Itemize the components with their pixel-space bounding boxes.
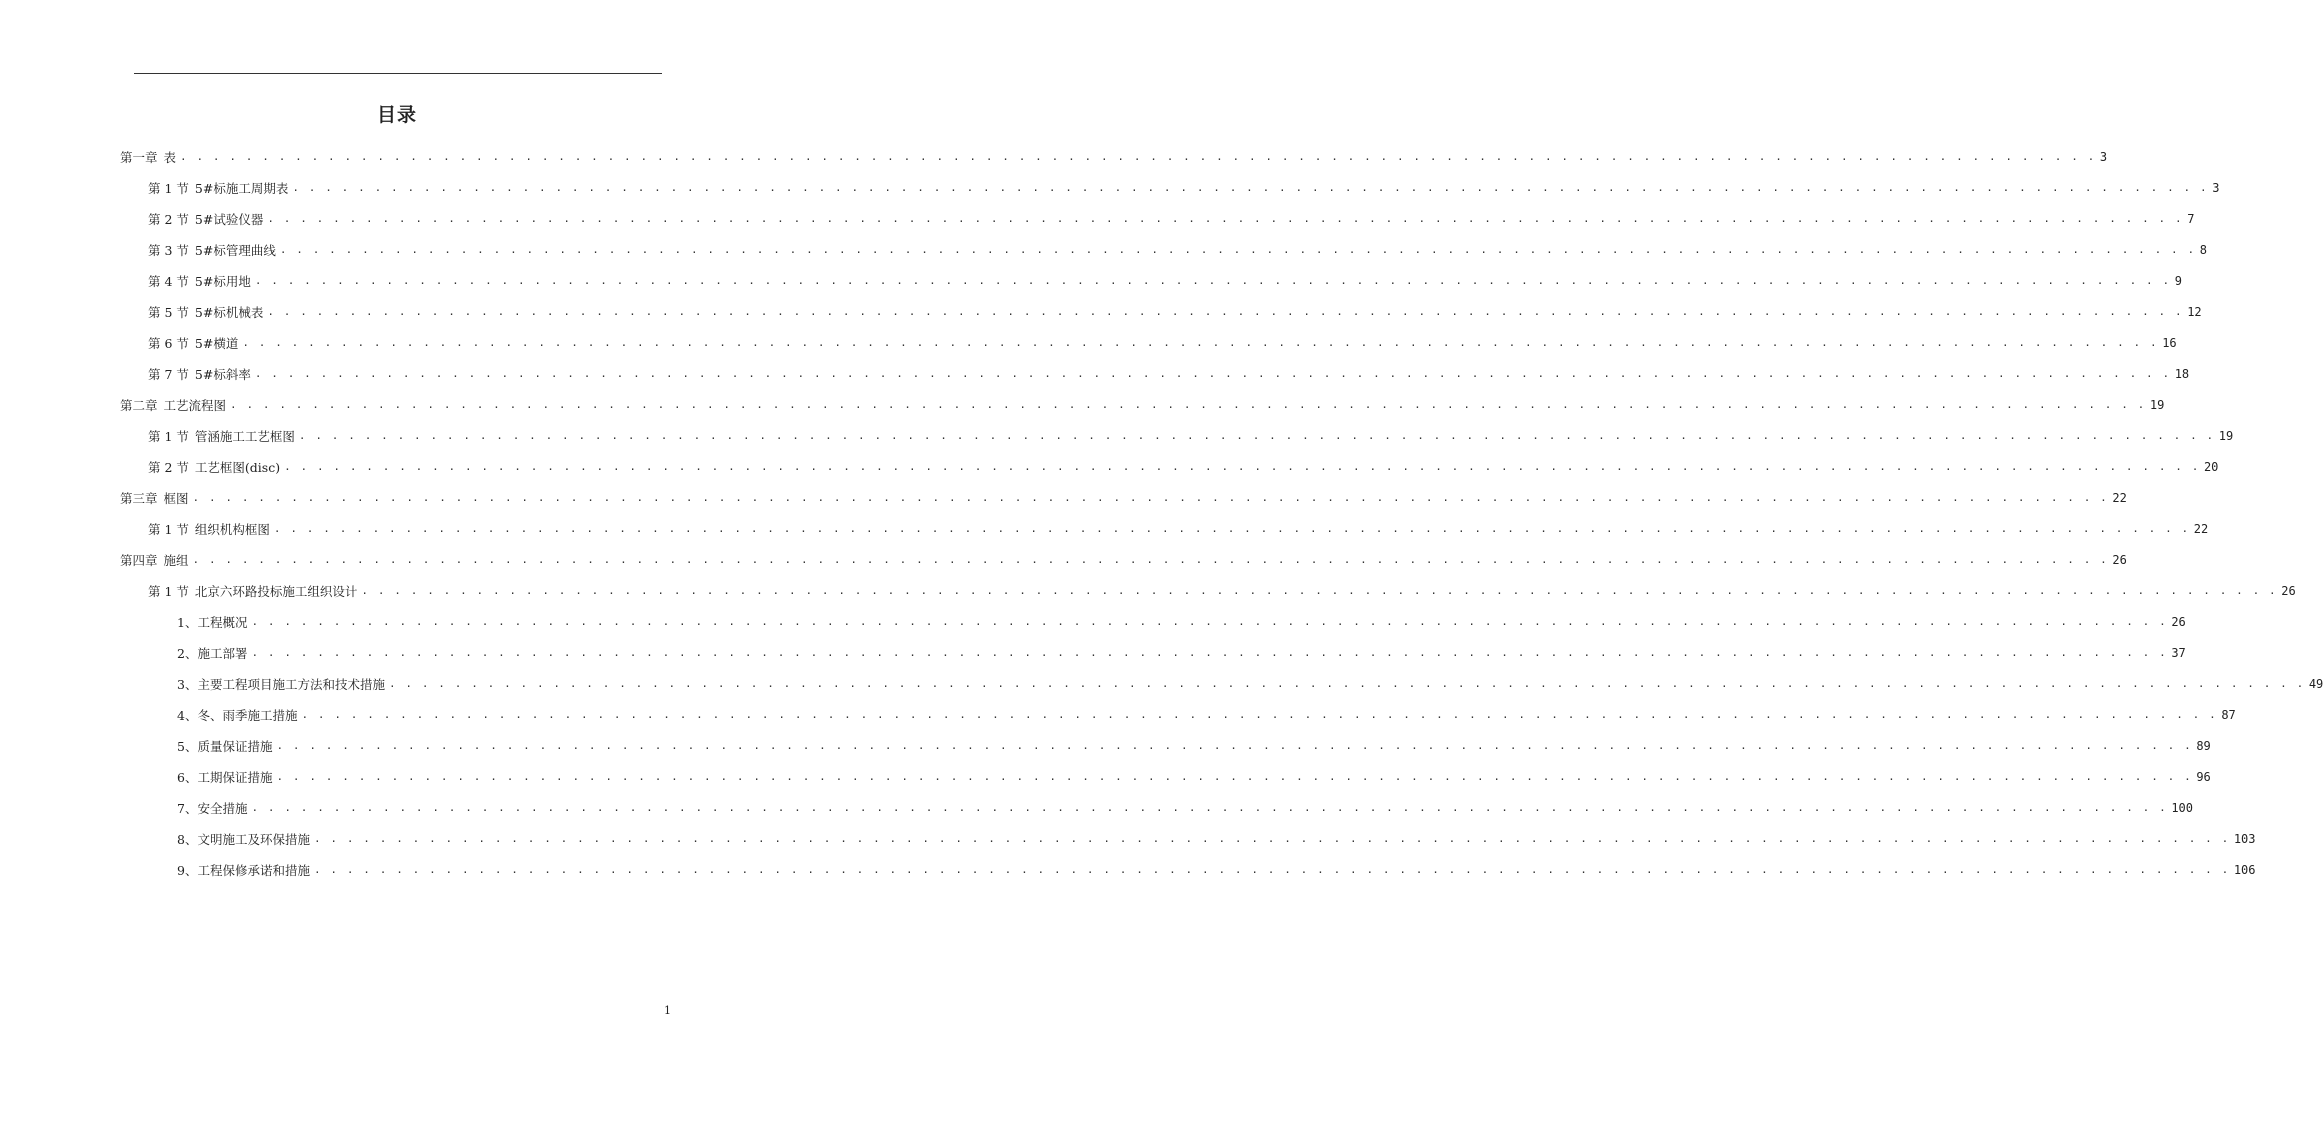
toc-entry-number: 第 1 节 — [148, 428, 189, 444]
toc-entry-number: 1、 — [177, 614, 198, 630]
toc-entry-title: 文明施工及环保措施 — [197, 831, 310, 847]
toc-entry-page: 87 — [2221, 707, 2236, 722]
toc-dot-leader: . . . . . . . . . . . . . . . . . . . . . . . . . . . . . . . . . . . . . . . . . . . . . . . . . . . . . . . . . . . . . . . . . . . . . . . . . . . . . . . . . . . . . . . . . . . . . . . . . . . . . . . . . . . . . . . . . . . . . — [192, 491, 2109, 504]
toc-entry[interactable] — [0, 792, 2194, 823]
toc-entry[interactable] — [0, 575, 2296, 606]
toc-entry-title: 5#标机械表 — [194, 304, 264, 320]
toc-entry[interactable] — [0, 358, 2190, 389]
toc-entry[interactable] — [0, 544, 2127, 575]
toc-entry-number: 第 3 节 — [148, 242, 189, 258]
toc-entry-page: 106 — [2233, 862, 2256, 877]
toc-entry-title: 主要工程项目施工方法和技术措施 — [197, 676, 385, 692]
toc-entry-number: 第四章 — [120, 552, 158, 568]
toc-entry-number: 6、 — [177, 769, 198, 785]
toc-entry[interactable] — [0, 513, 2209, 544]
toc-dot-leader: . . . . . . . . . . . . . . . . . . . . . . . . . . . . . . . . . . . . . . . . . . . . . . . . . . . . . . . . . . . . . . . . . . . . . . . . . . . . . . . . . . . . . . . . . . . . . . . . . . . . . . . . . . . . . . . . . . . . . — [242, 336, 2159, 349]
toc-entry-title: 5#标斜率 — [194, 366, 251, 382]
toc-entry-number: 第二章 — [120, 397, 158, 413]
toc-entry-title: 工程概况 — [197, 614, 248, 630]
toc-entry-page: 20 — [2203, 459, 2219, 474]
toc-entry-title: 5#横道 — [194, 335, 239, 351]
toc-dot-leader: . . . . . . . . . . . . . . . . . . . . . . . . . . . . . . . . . . . . . . . . . . . . . . . . . . . . . . . . . . . . . . . . . . . . . . . . . . . . . . . . . . . . . . . . . . . . . . . . . . . . . . . . . . . . . . . . . . . . . — [276, 770, 2193, 783]
toc-entry[interactable] — [0, 203, 2195, 234]
toc-entry-number: 9、 — [177, 862, 198, 878]
toc-entry[interactable] — [0, 296, 2202, 327]
toc-entry-title: 5#标用地 — [194, 273, 251, 289]
toc-dot-leader: . . . . . . . . . . . . . . . . . . . . . . . . . . . . . . . . . . . . . . . . . . . . . . . . . . . . . . . . . . . . . . . . . . . . . . . . . . . . . . . . . . . . . . . . . . . . . . . . . . . . . . . . . . . . . . . . . . . . . — [254, 274, 2171, 287]
toc-entry[interactable] — [0, 389, 2165, 420]
toc-entry-number: 第 6 节 — [148, 335, 189, 351]
toc-entry-number: 4、 — [177, 707, 198, 723]
toc-entry-title: 工艺框图(disc) — [194, 459, 281, 475]
toc-entry-number: 第 5 节 — [148, 304, 189, 320]
toc-entry-page: 100 — [2171, 800, 2194, 815]
toc-entry[interactable] — [0, 854, 2256, 885]
toc-dot-leader: . . . . . . . . . . . . . . . . . . . . . . . . . . . . . . . . . . . . . . . . . . . . . . . . . . . . . . . . . . . . . . . . . . . . . . . . . . . . . . . . . . . . . . . . . . . . . . . . . . . . . . . . . . . . . . . . . . . . . — [251, 646, 2168, 659]
toc-dot-leader: . . . . . . . . . . . . . . . . . . . . . . . . . . . . . . . . . . . . . . . . . . . . . . . . . . . . . . . . . . . . . . . . . . . . . . . . . . . . . . . . . . . . . . . . . . . . . . . . . . . . . . . . . . . . . . . . . . . . . — [254, 367, 2171, 380]
toc-entry[interactable] — [0, 482, 2127, 513]
toc-entry-page: 9 — [2174, 273, 2182, 288]
toc-entry-page: 26 — [2171, 614, 2186, 629]
toc-entry-number: 8、 — [177, 831, 198, 847]
table-of-contents — [0, 141, 2323, 885]
toc-entry-number: 第 1 节 — [148, 521, 189, 537]
toc-entry[interactable] — [0, 823, 2256, 854]
toc-entry-page: 89 — [2196, 738, 2211, 753]
toc-entry-number: 第一章 — [120, 149, 158, 165]
toc-entry-title: 5#试验仪器 — [194, 211, 264, 227]
toc-dot-leader: . . . . . . . . . . . . . . . . . . . . . . . . . . . . . . . . . . . . . . . . . . . . . . . . . . . . . . . . . . . . . . . . . . . . . . . . . . . . . . . . . . . . . . . . . . . . . . . . . . . . . . . . . . . . . . . . . . . . . — [267, 212, 2184, 225]
toc-dot-leader: . . . . . . . . . . . . . . . . . . . . . . . . . . . . . . . . . . . . . . . . . . . . . . . . . . . . . . . . . . . . . . . . . . . . . . . . . . . . . . . . . . . . . . . . . . . . . . . . . . . . . . . . . . . . . . . . . . . . . — [361, 584, 2278, 597]
toc-entry[interactable] — [0, 172, 2220, 203]
toc-dot-leader: . . . . . . . . . . . . . . . . . . . . . . . . . . . . . . . . . . . . . . . . . . . . . . . . . . . . . . . . . . . . . . . . . . . . . . . . . . . . . . . . . . . . . . . . . . . . . . . . . . . . . . . . . . . . . . . . . . . . . — [284, 460, 2200, 473]
toc-entry-page: 49 — [2308, 676, 2323, 691]
toc-entry-title: 北京六环路投标施工组织设计 — [194, 583, 358, 599]
toc-entry[interactable] — [0, 637, 2186, 668]
toc-entry-page: 16 — [2162, 335, 2177, 350]
toc-entry-title: 冬、雨季施工措施 — [197, 707, 298, 723]
toc-entry-number: 7、 — [177, 800, 198, 816]
toc-entry[interactable] — [0, 730, 2211, 761]
toc-dot-leader: . . . . . . . . . . . . . . . . . . . . . . . . . . . . . . . . . . . . . . . . . . . . . . . . . . . . . . . . . . . . . . . . . . . . . . . . . . . . . . . . . . . . . . . . . . . . . . . . . . . . . . . . . . . . . . . . . . . . . — [267, 305, 2184, 318]
toc-entry-title: 框图 — [163, 490, 189, 506]
toc-entry[interactable] — [0, 668, 2323, 699]
toc-entry-number: 第 2 节 — [148, 459, 189, 475]
toc-entry-title: 5#标管理曲线 — [194, 242, 276, 258]
toc-dot-leader: . . . . . . . . . . . . . . . . . . . . . . . . . . . . . . . . . . . . . . . . . . . . . . . . . . . . . . . . . . . . . . . . . . . . . . . . . . . . . . . . . . . . . . . . . . . . . . . . . . . . . . . . . . . . . . . . . . . . . — [230, 398, 2146, 411]
toc-entry-title: 管涵施工工艺框图 — [194, 428, 295, 444]
toc-entry-number: 5、 — [177, 738, 198, 754]
toc-entry-page: 3 — [2099, 149, 2108, 164]
toc-entry-number: 第 1 节 — [148, 583, 189, 599]
toc-entry[interactable] — [0, 420, 2234, 451]
toc-entry-page: 22 — [2112, 490, 2127, 505]
toc-dot-leader: . . . . . . . . . . . . . . . . . . . . . . . . . . . . . . . . . . . . . . . . . . . . . . . . . . . . . . . . . . . . . . . . . . . . . . . . . . . . . . . . . . . . . . . . . . . . . . . . . . . . . . . . . . . . . . . . . . . . . — [276, 739, 2193, 752]
toc-entry-number: 2、 — [177, 645, 198, 661]
toc-entry[interactable] — [0, 699, 2236, 730]
toc-entry-title: 工期保证措施 — [197, 769, 273, 785]
toc-entry-number: 第 2 节 — [148, 211, 189, 227]
toc-entry[interactable] — [0, 234, 2207, 265]
toc-entry-page: 8 — [2199, 242, 2207, 257]
toc-entry[interactable] — [0, 141, 2108, 172]
toc-entry[interactable] — [0, 327, 2177, 358]
toc-entry[interactable] — [0, 265, 2182, 296]
toc-entry-title: 施工部署 — [197, 645, 248, 661]
toc-entry-page: 37 — [2171, 645, 2186, 660]
toc-entry-number: 3、 — [177, 676, 198, 692]
toc-dot-leader: . . . . . . . . . . . . . . . . . . . . . . . . . . . . . . . . . . . . . . . . . . . . . . . . . . . . . . . . . . . . . . . . . . . . . . . . . . . . . . . . . . . . . . . . . . . . . . . . . . . . . . . . . . . . . . . . . . . . . — [313, 832, 2230, 845]
toc-entry-page: 7 — [2187, 211, 2195, 226]
toc-entry-title: 施组 — [163, 552, 189, 568]
page-title: 目录 — [376, 104, 417, 126]
toc-dot-leader: . . . . . . . . . . . . . . . . . . . . . . . . . . . . . . . . . . . . . . . . . . . . . . . . . . . . . . . . . . . . . . . . . . . . . . . . . . . . . . . . . . . . . . . . . . . . . . . . . . . . . . . . . . . . . . . . . . . . . — [298, 429, 2215, 442]
toc-entry-page: 12 — [2187, 304, 2202, 319]
toc-dot-leader: . . . . . . . . . . . . . . . . . . . . . . . . . . . . . . . . . . . . . . . . . . . . . . . . . . . . . . . . . . . . . . . . . . . . . . . . . . . . . . . . . . . . . . . . . . . . . . . . . . . . . . . . . . . . . . . . . . . . . — [273, 522, 2190, 535]
toc-dot-leader: . . . . . . . . . . . . . . . . . . . . . . . . . . . . . . . . . . . . . . . . . . . . . . . . . . . . . . . . . . . . . . . . . . . . . . . . . . . . . . . . . . . . . . . . . . . . . . . . . . . . . . . . . . . . . . . . . . . . . — [313, 863, 2230, 876]
toc-entry[interactable] — [0, 606, 2186, 637]
toc-dot-leader: . . . . . . . . . . . . . . . . . . . . . . . . . . . . . . . . . . . . . . . . . . . . . . . . . . . . . . . . . . . . . . . . . . . . . . . . . . . . . . . . . . . . . . . . . . . . . . . . . . . . . . . . . . . . . . . . . . . . . — [180, 150, 2096, 163]
toc-entry-page: 3 — [2212, 180, 2220, 195]
toc-entry-title: 5#标施工周期表 — [194, 180, 289, 196]
toc-entry-title: 安全措施 — [197, 800, 248, 816]
toc-dot-leader: . . . . . . . . . . . . . . . . . . . . . . . . . . . . . . . . . . . . . . . . . . . . . . . . . . . . . . . . . . . . . . . . . . . . . . . . . . . . . . . . . . . . . . . . . . . . . . . . . . . . . . . . . . . . . . . . . . . . . — [251, 615, 2168, 628]
toc-entry-title: 工程保修承诺和措施 — [197, 862, 310, 878]
toc-entry[interactable] — [0, 761, 2211, 792]
toc-entry-page: 19 — [2149, 397, 2165, 412]
toc-entry-title: 工艺流程图 — [163, 397, 227, 413]
toc-entry-page: 103 — [2233, 831, 2256, 846]
toc-dot-leader: . . . . . . . . . . . . . . . . . . . . . . . . . . . . . . . . . . . . . . . . . . . . . . . . . . . . . . . . . . . . . . . . . . . . . . . . . . . . . . . . . . . . . . . . . . . . . . . . . . . . . . . . . . . . . . . . . . . . . — [388, 677, 2305, 690]
toc-entry-page: 19 — [2218, 428, 2234, 443]
toc-entry-page: 96 — [2196, 769, 2211, 784]
toc-dot-leader: . . . . . . . . . . . . . . . . . . . . . . . . . . . . . . . . . . . . . . . . . . . . . . . . . . . . . . . . . . . . . . . . . . . . . . . . . . . . . . . . . . . . . . . . . . . . . . . . . . . . . . . . . . . . . . . . . . . . . — [301, 708, 2218, 721]
toc-entry-page: 18 — [2174, 366, 2190, 381]
toc-entry-number: 第 7 节 — [148, 366, 189, 382]
header-rule — [134, 73, 662, 74]
toc-entry-number: 第三章 — [120, 490, 158, 506]
toc-entry-title: 质量保证措施 — [197, 738, 273, 754]
toc-dot-leader: . . . . . . . . . . . . . . . . . . . . . . . . . . . . . . . . . . . . . . . . . . . . . . . . . . . . . . . . . . . . . . . . . . . . . . . . . . . . . . . . . . . . . . . . . . . . . . . . . . . . . . . . . . . . . . . . . . . . . — [251, 801, 2168, 814]
toc-entry-number: 第 4 节 — [148, 273, 189, 289]
page-number: 1 — [664, 1004, 671, 1017]
toc-dot-leader: . . . . . . . . . . . . . . . . . . . . . . . . . . . . . . . . . . . . . . . . . . . . . . . . . . . . . . . . . . . . . . . . . . . . . . . . . . . . . . . . . . . . . . . . . . . . . . . . . . . . . . . . . . . . . . . . . . . . . — [292, 181, 2209, 194]
toc-entry-title: 组织机构框图 — [194, 521, 270, 537]
toc-entry-title: 表 — [163, 149, 177, 165]
toc-entry-page: 26 — [2281, 583, 2296, 598]
toc-entry[interactable] — [0, 451, 2219, 482]
toc-entry-number: 第 1 节 — [148, 180, 189, 196]
toc-dot-leader: . . . . . . . . . . . . . . . . . . . . . . . . . . . . . . . . . . . . . . . . . . . . . . . . . . . . . . . . . . . . . . . . . . . . . . . . . . . . . . . . . . . . . . . . . . . . . . . . . . . . . . . . . . . . . . . . . . . . . — [279, 243, 2196, 256]
toc-entry-page: 26 — [2112, 552, 2127, 567]
toc-entry-page: 22 — [2193, 521, 2209, 536]
toc-dot-leader: . . . . . . . . . . . . . . . . . . . . . . . . . . . . . . . . . . . . . . . . . . . . . . . . . . . . . . . . . . . . . . . . . . . . . . . . . . . . . . . . . . . . . . . . . . . . . . . . . . . . . . . . . . . . . . . . . . . . . — [192, 553, 2109, 566]
